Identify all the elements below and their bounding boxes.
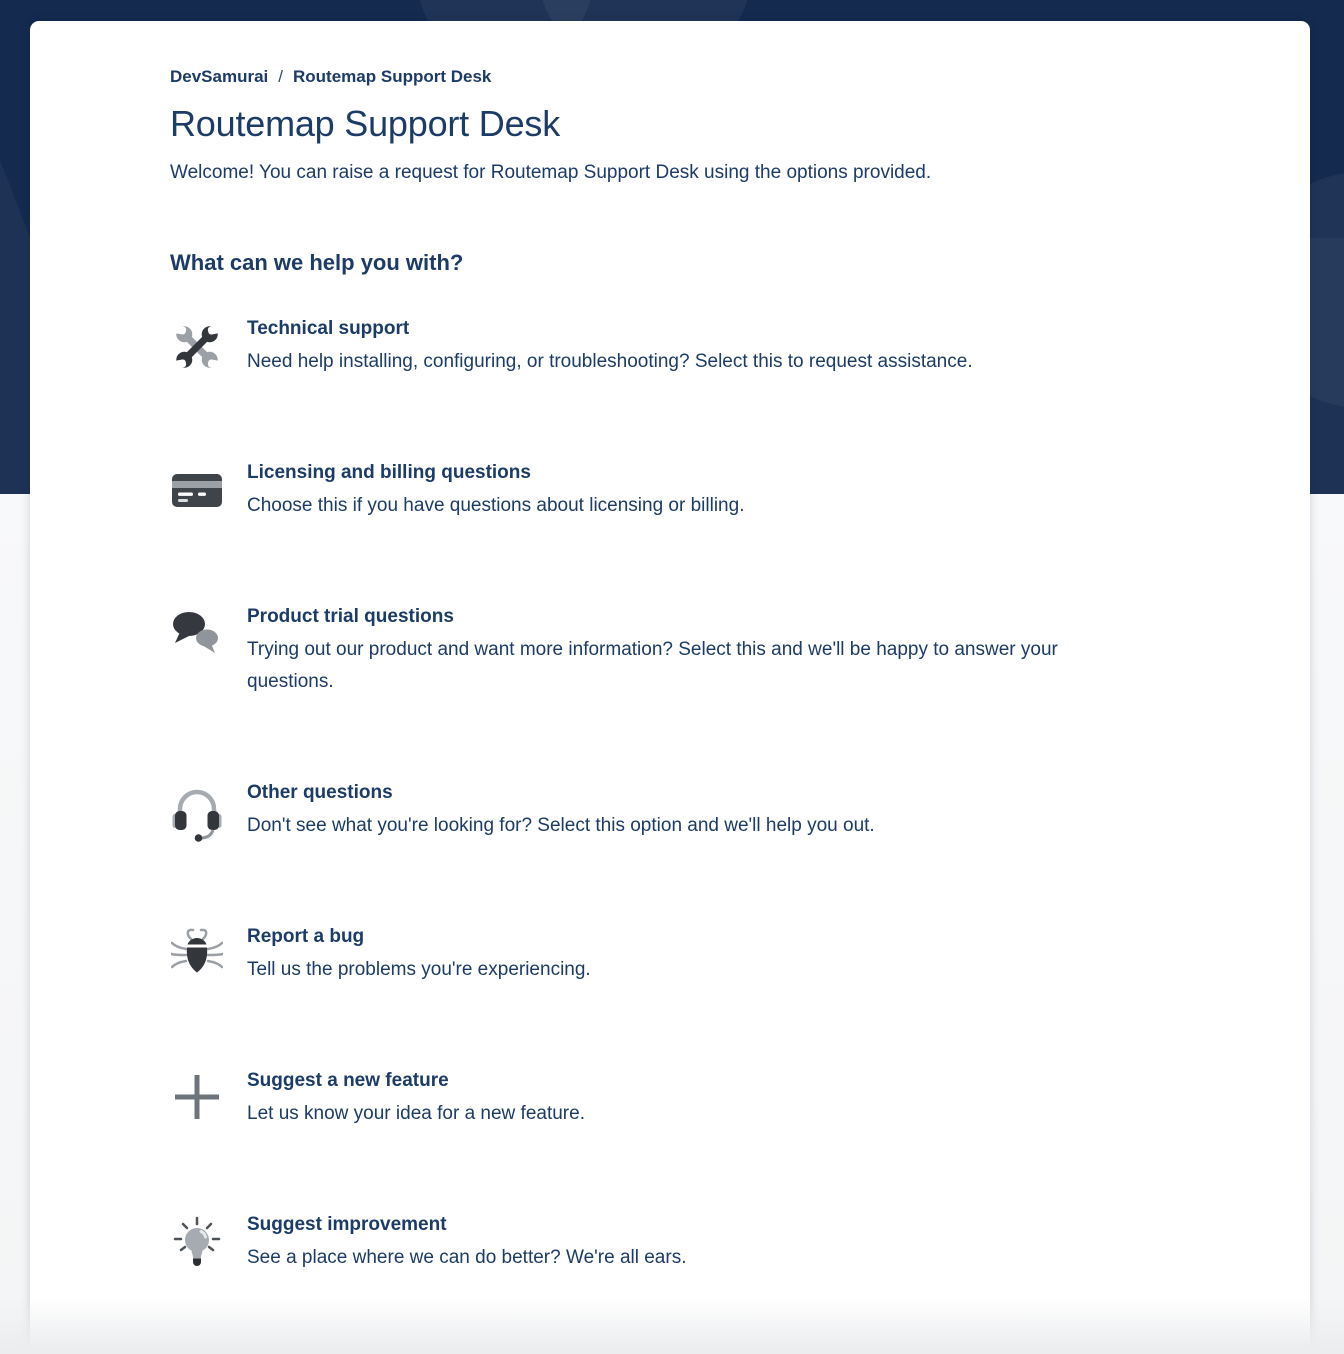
request-type-description: See a place where we can do better? We're all ears. — [247, 1247, 687, 1268]
request-type-title[interactable]: Licensing and billing questions — [247, 462, 531, 483]
request-type-title[interactable]: Product trial questions — [247, 606, 454, 627]
request-type-suggest-improvement[interactable] — [170, 1214, 1192, 1274]
bug-icon — [170, 926, 224, 984]
headset-icon — [170, 782, 224, 840]
breadcrumb-link-routemap-support-desk[interactable]: Routemap Support Desk — [293, 67, 492, 86]
breadcrumb-separator: / — [278, 67, 284, 86]
portal-card — [30, 21, 1310, 1354]
request-type-product-trial[interactable] — [170, 606, 1192, 698]
request-type-description: Trying out our product and want more information? Select this and we'll be happy to answer your questions. — [247, 639, 1058, 692]
breadcrumb-link-devsamurai[interactable]: DevSamurai — [170, 67, 269, 86]
request-type-description: Tell us the problems you're experiencing. — [247, 959, 591, 980]
request-type-list — [170, 318, 1192, 1274]
request-type-text — [247, 1214, 1192, 1274]
request-type-description: Don't see what you're looking for? Select this option and we'll help you out. — [247, 815, 875, 836]
request-type-title[interactable]: Suggest improvement — [247, 1214, 447, 1235]
help-section-heading: What can we help you with? — [170, 250, 464, 275]
welcome-text: Welcome! You can raise a request for Routemap Support Desk using the options provided. — [170, 162, 932, 183]
request-type-report-a-bug[interactable] — [170, 926, 1192, 986]
page-title: Routemap Support Desk — [170, 103, 561, 144]
request-type-text — [247, 462, 1192, 522]
request-type-other-questions[interactable] — [170, 782, 1192, 842]
lightbulb-icon — [170, 1214, 224, 1272]
request-type-description: Let us know your idea for a new feature. — [247, 1103, 585, 1124]
request-type-text — [247, 926, 1192, 986]
request-type-suggest-new-feature[interactable] — [170, 1070, 1192, 1130]
crossed-wrenches-icon — [170, 318, 224, 376]
request-type-description: Need help installing, configuring, or troubleshooting? Select this to request assistance. — [247, 351, 973, 372]
request-type-title[interactable]: Suggest a new feature — [247, 1070, 449, 1091]
credit-card-icon — [170, 462, 224, 520]
request-type-technical-support[interactable] — [170, 318, 1192, 378]
plus-icon — [170, 1070, 224, 1128]
request-type-text — [247, 318, 1192, 378]
request-type-licensing-billing[interactable] — [170, 462, 1192, 522]
breadcrumb — [170, 67, 1192, 87]
speech-bubbles-icon — [170, 606, 224, 664]
request-type-text — [247, 606, 1192, 698]
request-type-description: Choose this if you have questions about licensing or billing. — [247, 495, 745, 516]
request-type-text — [247, 1070, 1192, 1130]
request-type-title[interactable]: Report a bug — [247, 926, 365, 947]
request-type-title[interactable]: Technical support — [247, 318, 410, 339]
request-type-title[interactable]: Other questions — [247, 782, 393, 803]
request-type-text — [247, 782, 1192, 842]
